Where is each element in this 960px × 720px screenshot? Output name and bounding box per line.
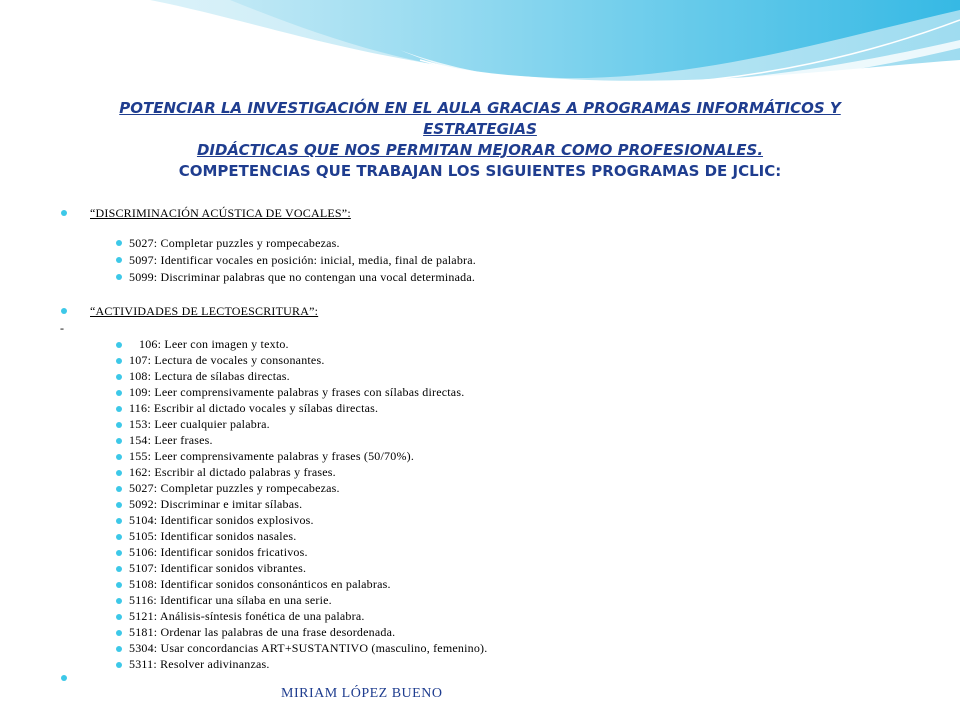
list-item-text: 162: Escribir al dictado palabras y frases.	[129, 465, 336, 479]
dash-mark: -	[60, 321, 64, 335]
bullet-icon	[61, 308, 67, 314]
bullet-icon	[116, 240, 122, 246]
list-item-text: 5105: Identificar sonidos nasales.	[129, 529, 297, 543]
list-item	[129, 369, 290, 384]
bullet-icon	[116, 534, 122, 540]
bullet-icon	[61, 675, 67, 681]
list-item-text: 155: Leer comprensivamente palabras y frases (50/70%).	[129, 449, 415, 463]
bullet-icon	[116, 518, 122, 524]
list-item	[129, 577, 391, 592]
bullet-icon	[61, 210, 67, 216]
bullet-icon	[116, 274, 122, 280]
bullet-icon	[116, 630, 122, 636]
bullet-icon	[116, 390, 122, 396]
bullet-icon	[116, 566, 122, 572]
list-item-text: 5121: Análisis-síntesis fonética de una palabra.	[129, 609, 365, 623]
list-item-text: 154: Leer frases.	[129, 433, 213, 447]
bullet-icon	[116, 257, 122, 263]
list-item-text: 5108: Identificar sonidos consonánticos en palabras.	[129, 577, 391, 591]
list-item-text: 5099: Discriminar palabras que no contengan una vocal determinada.	[129, 270, 476, 284]
list-item-text: 106: Leer con imagen y texto.	[139, 337, 289, 351]
list-item	[129, 433, 213, 448]
list-item	[139, 337, 289, 352]
list-item	[129, 465, 336, 480]
list-item-text: 116: Escribir al dictado vocales y sílabas directas.	[129, 401, 379, 415]
list-item	[129, 253, 476, 268]
list-item-text: 153: Leer cualquier palabra.	[129, 417, 270, 431]
list-item-text: 5027: Completar puzzles y rompecabezas.	[129, 236, 340, 250]
list-item-text: 5311: Resolver adivinanzas.	[129, 657, 270, 671]
list-item-text: 109: Leer comprensivamente palabras y frases con sílabas directas.	[129, 385, 465, 399]
bullet-icon	[116, 502, 122, 508]
title-line-1: POTENCIAR LA INVESTIGACIÓN EN EL AULA GRACIAS A PROGRAMAS INFORMÁTICOS Y ESTRATEGIAS	[119, 99, 841, 138]
list-item-text: 5107: Identificar sonidos vibrantes.	[129, 561, 307, 575]
list-item	[129, 513, 314, 528]
list-item-text: 107: Lectura de vocales y consonantes.	[129, 353, 325, 367]
bullet-icon	[116, 422, 122, 428]
list-item	[129, 593, 332, 608]
list-item	[129, 481, 340, 496]
bullet-icon	[116, 406, 122, 412]
list-item-text: 5116: Identificar una sílaba en una serie.	[129, 593, 332, 607]
bullet-icon	[116, 438, 122, 444]
section2-heading	[90, 304, 318, 319]
list-item-text: 5106: Identificar sonidos fricativos.	[129, 545, 308, 559]
list-item	[129, 625, 395, 640]
bullet-icon	[116, 582, 122, 588]
bullet-icon	[116, 342, 122, 348]
section1-heading	[90, 206, 351, 221]
bullet-icon	[116, 486, 122, 492]
bullet-icon	[116, 454, 122, 460]
bullet-icon	[116, 550, 122, 556]
subtitle: COMPETENCIAS QUE TRABAJAN LOS SIGUIENTES PROGRAMAS DE JCLIC:	[178, 162, 782, 180]
list-item-text: 5027: Completar puzzles y rompecabezas.	[129, 481, 340, 495]
title-line-2: DIDÁCTICAS QUE NOS PERMITAN MEJORAR COMO PROFESIONALES.	[196, 141, 764, 159]
list-item	[129, 609, 365, 624]
list-item	[129, 449, 414, 464]
list-item	[129, 270, 475, 285]
list-item	[129, 401, 378, 416]
list-item	[129, 529, 296, 544]
list-item	[129, 417, 270, 432]
list-item	[129, 353, 325, 368]
list-item-text: 5181: Ordenar las palabras de una frase desordenada.	[129, 625, 396, 639]
bullet-icon	[116, 598, 122, 604]
list-item-text: 5104: Identificar sonidos explosivos.	[129, 513, 314, 527]
list-item-text: 5304: Usar concordancias ART+SUSTANTIVO (masculino, femenino).	[129, 641, 488, 655]
bullet-icon	[116, 614, 122, 620]
section1-heading-text: “DISCRIMINACIÓN ACÚSTICA DE VOCALES”:	[90, 206, 351, 220]
bullet-icon	[116, 358, 122, 364]
list-item	[129, 385, 464, 400]
list-item-text: 5092: Discriminar e imitar sílabas.	[129, 497, 303, 511]
list-item	[129, 545, 308, 560]
bullet-icon	[116, 662, 122, 668]
list-item	[129, 657, 270, 672]
section2-heading-text: “ACTIVIDADES DE LECTOESCRITURA”:	[90, 304, 319, 318]
list-item-text: 108: Lectura de sílabas directas.	[129, 369, 290, 383]
list-item	[129, 497, 302, 512]
list-item-text: 5097: Identificar vocales en posición: inicial, media, final de palabra.	[129, 253, 476, 267]
list-item	[129, 641, 487, 656]
author-signature: MIRIAM LÓPEZ BUENO	[281, 686, 443, 701]
bullet-icon	[116, 646, 122, 652]
bullet-icon	[116, 470, 122, 476]
list-item	[129, 561, 306, 576]
bullet-icon	[116, 374, 122, 380]
list-item	[129, 236, 340, 251]
